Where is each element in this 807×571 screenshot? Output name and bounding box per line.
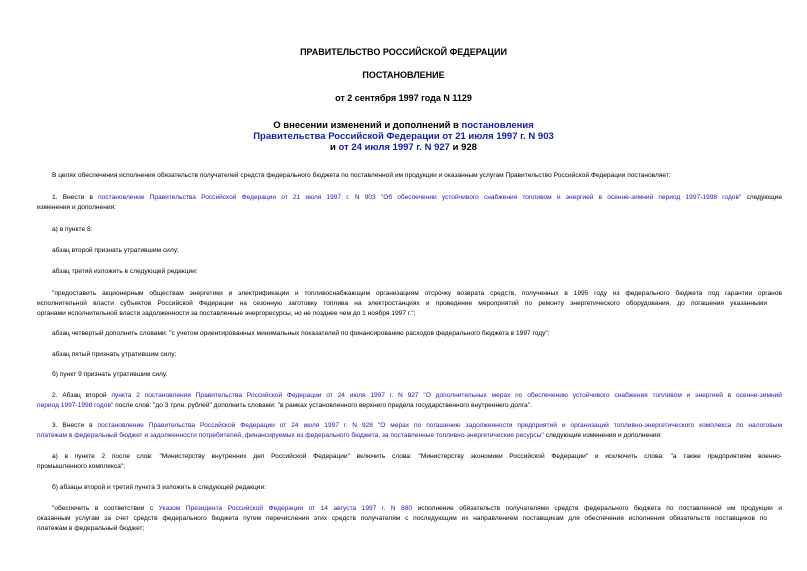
title-link-903[interactable]: Правительства Российской Федерации от 21 июля 1997 г. N 903 (253, 131, 554, 142)
quote-2 (37, 504, 782, 513)
quote-1 (37, 289, 782, 298)
paragraph-text: следующие (741, 194, 782, 201)
document-date-heading: от 2 сентября 1997 года N 1129 (335, 93, 472, 103)
quote-1-line-2 (37, 299, 767, 308)
link-decree-928-cont[interactable]: платежам в федеральный бюджет и задолженности потребителей, финансируемых из федерального бюджета, за поставленные топливно-энергетические ресурсы" (37, 432, 544, 439)
quote-2-line-3 (37, 524, 767, 533)
paragraph-line (37, 401, 767, 410)
link-presidential-decree-880[interactable]: Указом Президента Российской Федерации от 14 августа 1997 г. N 880 (158, 505, 413, 512)
paragraph-item-1 (37, 193, 782, 202)
quote-1-line-3 (37, 309, 767, 318)
paragraph-text: 1. Внести в (52, 194, 99, 201)
title-text: и (330, 142, 339, 153)
paragraph-text: промышленного комплекса"; (37, 463, 126, 470)
paragraph-text: платежам в федеральный бюджет; (37, 525, 145, 532)
paragraph-line (52, 421, 782, 430)
title-text: и 928 (449, 142, 477, 153)
paragraph-text: абзац третий изложить в следующей редакции: (52, 268, 198, 275)
link-decree-903[interactable]: постановление Правительства Российской Федерации от 21 июля 1997 г. N 903 "Об обеспечении устойчивого снабжения топливом и энергией в осенне-зимний период 1997-1998 годов" (98, 194, 742, 201)
paragraph-3a (37, 452, 782, 461)
link-decree-927-cont[interactable]: период 1997-1998 годов" (37, 402, 114, 409)
paragraph-text: 2. Абзац второй (52, 392, 112, 399)
paragraph-item-3 (37, 421, 782, 430)
paragraph-text: исполнение обязательств получателями средств федерального бюджета по поставленной им продукции и (412, 505, 782, 512)
paragraph-text: исполнительной власти субъектов Российской Федерации на сезонную заготовку топлива на электростанциях и проведение мероприятий по ремонту энергетического оборудования, до погашения указанными (37, 300, 767, 307)
paragraph-text: б) абзацы второй и третий пункта 3 изложить в следующей редакции: (52, 484, 266, 491)
paragraph-preamble (37, 171, 782, 180)
paragraph-line (52, 504, 782, 513)
title-line-2 (0, 131, 807, 142)
paragraph-text: следующие изменения и дополнения: (543, 432, 662, 439)
paragraph-text: В целях обеспечения исполнения обязательств получателей средств федерального бюджета по поставленной им продукции и оказанным услугам Правительство Российской Федерации постановляет: (52, 172, 671, 179)
paragraph-text: "предоставить акционерным обществам энергетики и электрификации и топливоснабжающим организациям отсрочку возврата средств, полученных в 1995 году из федерального бюджета под гарантии органов (52, 290, 782, 297)
paragraph-text: после слов: "до 3 трлн. рублей" дополнить словами: "в рамках установленного верхнего предела государственного внутреннего долга". (113, 402, 532, 409)
paragraph-text: изменения и дополнения: (37, 204, 116, 211)
paragraph-item-2 (37, 391, 782, 400)
document-type-heading: ПОСТАНОВЛЕНИЕ (362, 70, 445, 80)
link-decree-927[interactable]: пункта 2 постановления Правительства Российской Федерации от 24 июля 1997 г. N 927 "О дополнительных мерах по обеспечению устойчивого снабжения топливом и энергией в осенне-зимний (111, 392, 782, 399)
paragraph-line (52, 193, 782, 202)
paragraph-item-3-cont (37, 431, 767, 440)
paragraph-text: а) в пункте 8: (52, 226, 93, 233)
title-line-3 (0, 142, 807, 153)
paragraph-b (37, 370, 782, 379)
government-heading: ПРАВИТЕЛЬСТВО РОССИЙСКОЙ ФЕДЕРАЦИИ (300, 47, 507, 57)
paragraph-a-abzac5 (37, 350, 782, 359)
paragraph-text: абзац пятый признать утратившим силу; (52, 351, 177, 358)
paragraph-text: абзац второй признать утратившим силу; (52, 247, 179, 254)
paragraph-item-2-cont (37, 401, 767, 410)
title-link-postanovleniya[interactable]: постановления (461, 120, 534, 131)
paragraph-text: оказанным услугам за счет средств федерального бюджета путем перечисления этих средств получателям с последующим их направлением поставщикам для обеспечения исполнения обязательств поставщиков по (37, 515, 767, 522)
title-text: О внесении изменений и дополнений в (273, 120, 462, 131)
title-line-1 (0, 120, 807, 131)
paragraph-text: а) в пункте 2 после слов: "Министерству внутренних дел Российской Федерации" включить слова: "Министерству экономики Российской Федерации" и исключить слова: "а также предприятиям военно- (52, 453, 782, 460)
paragraph-text: "обеспечить в соответствии с (52, 505, 159, 512)
paragraph-line (37, 431, 767, 440)
paragraph-text: 3. Внести в (52, 422, 98, 429)
paragraph-text: б) пункт 9 признать утратившим силу. (52, 371, 168, 378)
link-decree-928[interactable]: постановление Правительства Российской Федерации от 24 июля 1997 г. N 928 "О мерах по погашению задолженности предприятий и организаций топливно-энергетического комплекса по налоговым (97, 422, 782, 429)
paragraph-line (52, 391, 782, 400)
quote-2-line-2 (37, 514, 767, 523)
paragraph-3a-cont (37, 462, 767, 471)
paragraph-text: органами исполнительной власти задолженности за поставленные энергоресурсы, но не позднее чем до 1 ноября 1997 г."; (37, 310, 416, 317)
title-link-927[interactable]: от 24 июля 1997 г. N 927 (338, 142, 450, 153)
paragraph-a (37, 225, 782, 234)
paragraph-3b (37, 483, 782, 492)
paragraph-a-abzac3 (37, 267, 782, 276)
paragraph-text: абзац четвертый дополнить словами: "с учетом ориентированных минимальных показателей по финансированию расходов федерального бюджета в 1997 году"; (52, 330, 550, 337)
paragraph-item-1-cont (37, 203, 767, 212)
paragraph-a-abzac4 (37, 329, 782, 338)
paragraph-a-abzac2 (37, 246, 782, 255)
